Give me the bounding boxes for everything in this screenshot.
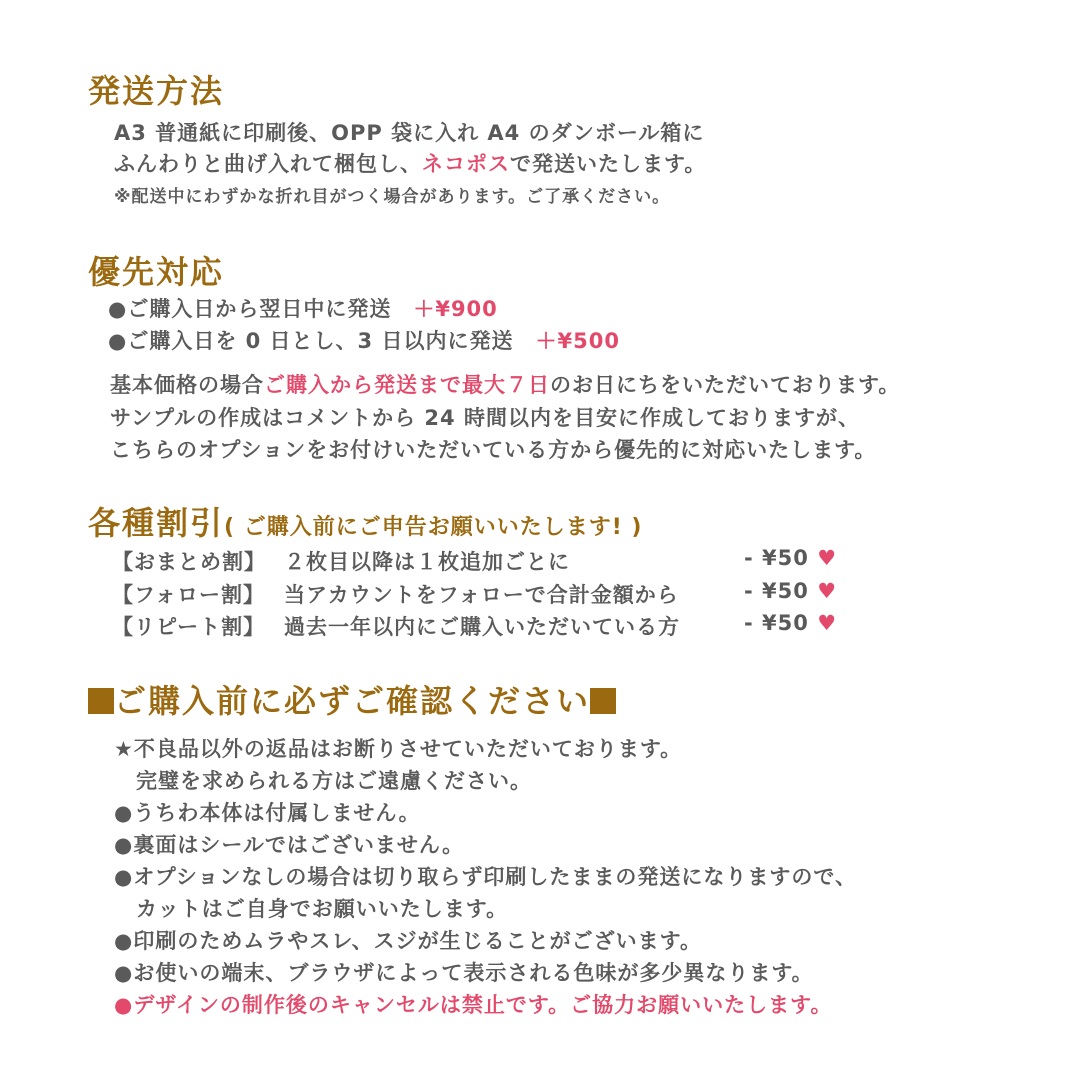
confirm-item-1: ★不良品以外の返品はお断りさせていただいております。 xyxy=(114,737,683,761)
discount-3-desc: 過去一年以内にご購入いただいている方 xyxy=(284,615,680,639)
shipping-line-1: A3 普通紙に印刷後、OPP 袋に入れ A4 のダンボール箱に xyxy=(114,121,705,145)
discounts-title: 各種割引 xyxy=(88,504,225,542)
shipping-line-2 xyxy=(114,148,706,178)
shipping-note: ※配送中にわずかな折れ目がつく場合があります。ご了承ください。 xyxy=(114,187,671,207)
priority-desc-2: サンプルの作成はコメントから 24 時間以内を目安に作成しておりますが、 xyxy=(110,406,860,430)
priority-desc-highlight: ご購入から発送まで最大７日 xyxy=(264,373,550,397)
priority-heading: 優先対応 xyxy=(88,253,225,291)
priority-desc-3: こちらのオプションをお付けいただいている方から優先的に対応いたします。 xyxy=(110,438,877,462)
priority-option-1-price: ＋¥900 xyxy=(413,297,498,321)
confirm-title: ご購入前に必ずご確認ください xyxy=(114,682,591,720)
confirm-item-5: ●オプションなしの場合は切り取らず印刷したままの発送になりますので、 xyxy=(114,865,858,889)
discounts-heading xyxy=(88,498,642,544)
discounts-subheading: ( ご購入前にご申告お願いいたします! ) xyxy=(224,515,643,540)
confirm-item-8: ●お使いの端末、ブラウザによって表示される色味が多少異なります。 xyxy=(114,961,814,985)
heart-icon: ♥ xyxy=(817,579,838,603)
square-bullet-icon xyxy=(590,688,616,714)
discount-3-name: 【リピート割】 xyxy=(112,615,266,639)
discount-1-desc: ２枚目以降は１枚追加ごとに xyxy=(284,550,570,574)
confirm-heading xyxy=(88,676,616,722)
confirm-item-3: ●うちわ本体は付属しません。 xyxy=(114,801,421,825)
shipping-line-2-pre: ふんわりと曲げ入れて梱包し、 xyxy=(114,152,422,176)
shipping-heading: 発送方法 xyxy=(88,72,225,110)
priority-desc-1-post: のお日にちをいただいております。 xyxy=(550,373,901,397)
discount-3-price xyxy=(744,611,837,635)
discount-2-desc: 当アカウントをフォローで合計金額から xyxy=(284,583,679,607)
discount-2-name: 【フォロー割】 xyxy=(112,583,265,607)
shipping-line-2-post: で発送いたします。 xyxy=(510,152,707,176)
discount-1-name: 【おまとめ割】 xyxy=(112,550,266,574)
confirm-item-2: 完璧を求められる方はご遠慮ください。 xyxy=(114,769,532,793)
heart-icon: ♥ xyxy=(817,546,838,570)
confirm-item-7: ●印刷のためムラやスレ、スジが生じることがございます。 xyxy=(114,929,702,953)
priority-option-2-text: ●ご購入日を 0 日とし、3 日以内に発送 xyxy=(108,329,514,353)
heart-icon: ♥ xyxy=(817,611,838,635)
priority-desc-1 xyxy=(110,369,900,399)
square-bullet-icon xyxy=(88,688,114,714)
discount-1-price xyxy=(744,546,837,570)
priority-option-1-text: ●ご購入日から翌日中に発送 xyxy=(108,297,392,321)
priority-option-2-price: ＋¥500 xyxy=(535,329,620,353)
discount-3-price-text: - ¥50 xyxy=(744,611,809,635)
priority-desc-1-pre: 基本価格の場合 xyxy=(110,373,264,397)
priority-option-1 xyxy=(108,293,498,323)
discount-1-price-text: - ¥50 xyxy=(744,546,809,570)
discount-2-price xyxy=(744,579,837,603)
confirm-item-6: カットはご自身でお願いいたします。 xyxy=(114,897,509,921)
confirm-item-4: ●裏面はシールではございません。 xyxy=(114,833,465,857)
priority-option-2 xyxy=(108,325,620,355)
discount-2-price-text: - ¥50 xyxy=(744,579,809,603)
confirm-item-cancel-notice: ●デザインの制作後のキャンセルは禁止です。ご協力お願いいたします。 xyxy=(114,993,833,1017)
shipping-method-highlight: ネコポス xyxy=(422,152,510,176)
